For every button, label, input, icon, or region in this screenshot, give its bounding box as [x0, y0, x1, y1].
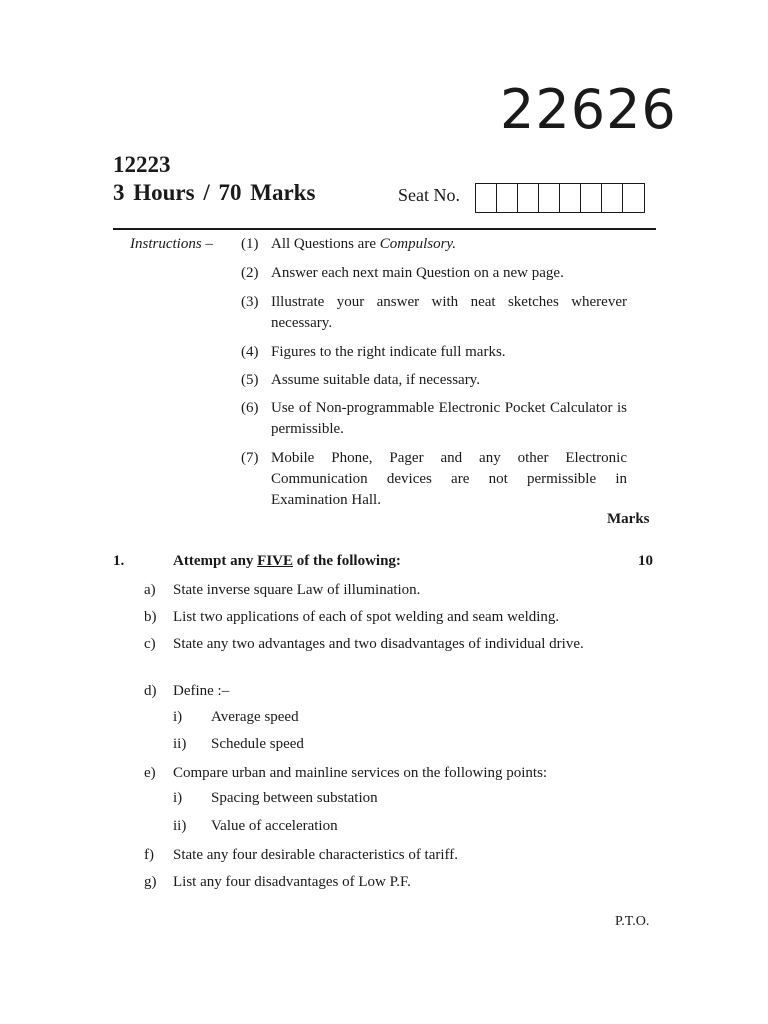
sub-part-number: ii): [173, 736, 187, 752]
question-title-text: Attempt any: [173, 553, 258, 569]
question-part: [144, 845, 610, 865]
question-part: [144, 580, 610, 600]
instruction-item: [241, 263, 627, 284]
part-text: State any four desirable characteristics of tariff.: [173, 847, 459, 863]
instruction-text-italic: Compulsory.: [379, 236, 456, 252]
paper-code: 22626: [500, 78, 677, 141]
question-part: [144, 681, 610, 701]
question-title-text: of the following:: [293, 553, 401, 569]
seat-number-box[interactable]: [539, 184, 560, 212]
sub-part-text: Average speed: [211, 709, 299, 725]
seat-number-box[interactable]: [560, 184, 581, 212]
sub-part-number: i): [173, 709, 183, 725]
part-letter: e): [144, 765, 156, 781]
instruction-text: Answer each next main Question on a new page.: [271, 265, 564, 281]
instruction-item: [241, 342, 627, 363]
question-title-emphasis: FIVE: [257, 553, 293, 569]
header-divider: [113, 228, 656, 230]
part-letter: c): [144, 636, 156, 652]
instruction-number: (4): [241, 344, 259, 360]
instruction-number: (7): [241, 450, 259, 466]
sub-part-number: i): [173, 790, 183, 806]
instruction-text: Use of Non-programmable Electronic Pocket Calculator is permissible.: [271, 400, 627, 437]
instruction-text: All Questions are: [271, 236, 380, 252]
sub-part-text: Spacing between substation: [211, 790, 378, 806]
instruction-item: [241, 292, 627, 334]
instruction-text: Mobile Phone, Pager and any other Electronic Communication devices are not permissible in Examination Hall.: [271, 450, 627, 508]
marks-column-heading: Marks: [607, 511, 650, 527]
part-letter: d): [144, 683, 157, 699]
question-part: [144, 634, 610, 654]
part-text: Compare urban and mainline services on the following points:: [173, 765, 548, 781]
seat-number-box[interactable]: [497, 184, 518, 212]
instruction-number: (3): [241, 294, 259, 310]
instruction-item: [241, 398, 627, 440]
seat-number-box[interactable]: [518, 184, 539, 212]
part-letter: a): [144, 582, 156, 598]
question-title: [173, 553, 401, 570]
seat-number-box[interactable]: [623, 184, 644, 212]
page-turn-note: P.T.O.: [615, 914, 650, 929]
instruction-number: (6): [241, 400, 259, 416]
part-text: State inverse square Law of illumination.: [173, 582, 421, 598]
subject-code: 12223: [113, 152, 171, 177]
instruction-text: Figures to the right indicate full marks.: [271, 344, 506, 360]
instruction-item: [241, 448, 627, 511]
question-marks: 10: [638, 553, 653, 569]
part-text: List any four disadvantages of Low P.F.: [173, 874, 411, 890]
seat-number-boxes[interactable]: [475, 183, 645, 213]
instruction-text: Illustrate your answer with neat sketches wherever necessary.: [271, 294, 627, 331]
sub-part-text: Value of acceleration: [211, 818, 338, 834]
seat-number-label: Seat No.: [398, 185, 460, 205]
part-letter: f): [144, 847, 154, 863]
sub-part-text: Schedule speed: [211, 736, 304, 752]
instructions-label: Instructions –: [130, 236, 213, 252]
seat-number-box[interactable]: [602, 184, 623, 212]
instruction-number: (2): [241, 265, 259, 281]
instruction-item: [241, 370, 627, 391]
sub-part-number: ii): [173, 818, 187, 834]
part-letter: b): [144, 609, 157, 625]
instruction-text: Assume suitable data, if necessary.: [271, 372, 480, 388]
instruction-number: (1): [241, 236, 259, 252]
question-part: [144, 763, 610, 783]
seat-number-box[interactable]: [581, 184, 602, 212]
part-letter: g): [144, 874, 157, 890]
question-part: [144, 607, 610, 627]
exam-duration-marks: 3 Hours / 70 Marks: [113, 180, 316, 205]
question-number: 1.: [113, 553, 125, 569]
seat-number-box[interactable]: [476, 184, 497, 212]
part-text: State any two advantages and two disadvantages of individual drive.: [173, 636, 584, 652]
instruction-number: (5): [241, 372, 259, 388]
part-text: List two applications of each of spot welding and seam welding.: [173, 609, 560, 625]
instruction-item: [241, 234, 627, 255]
part-text: Define :–: [173, 683, 230, 699]
question-part: [144, 872, 610, 892]
